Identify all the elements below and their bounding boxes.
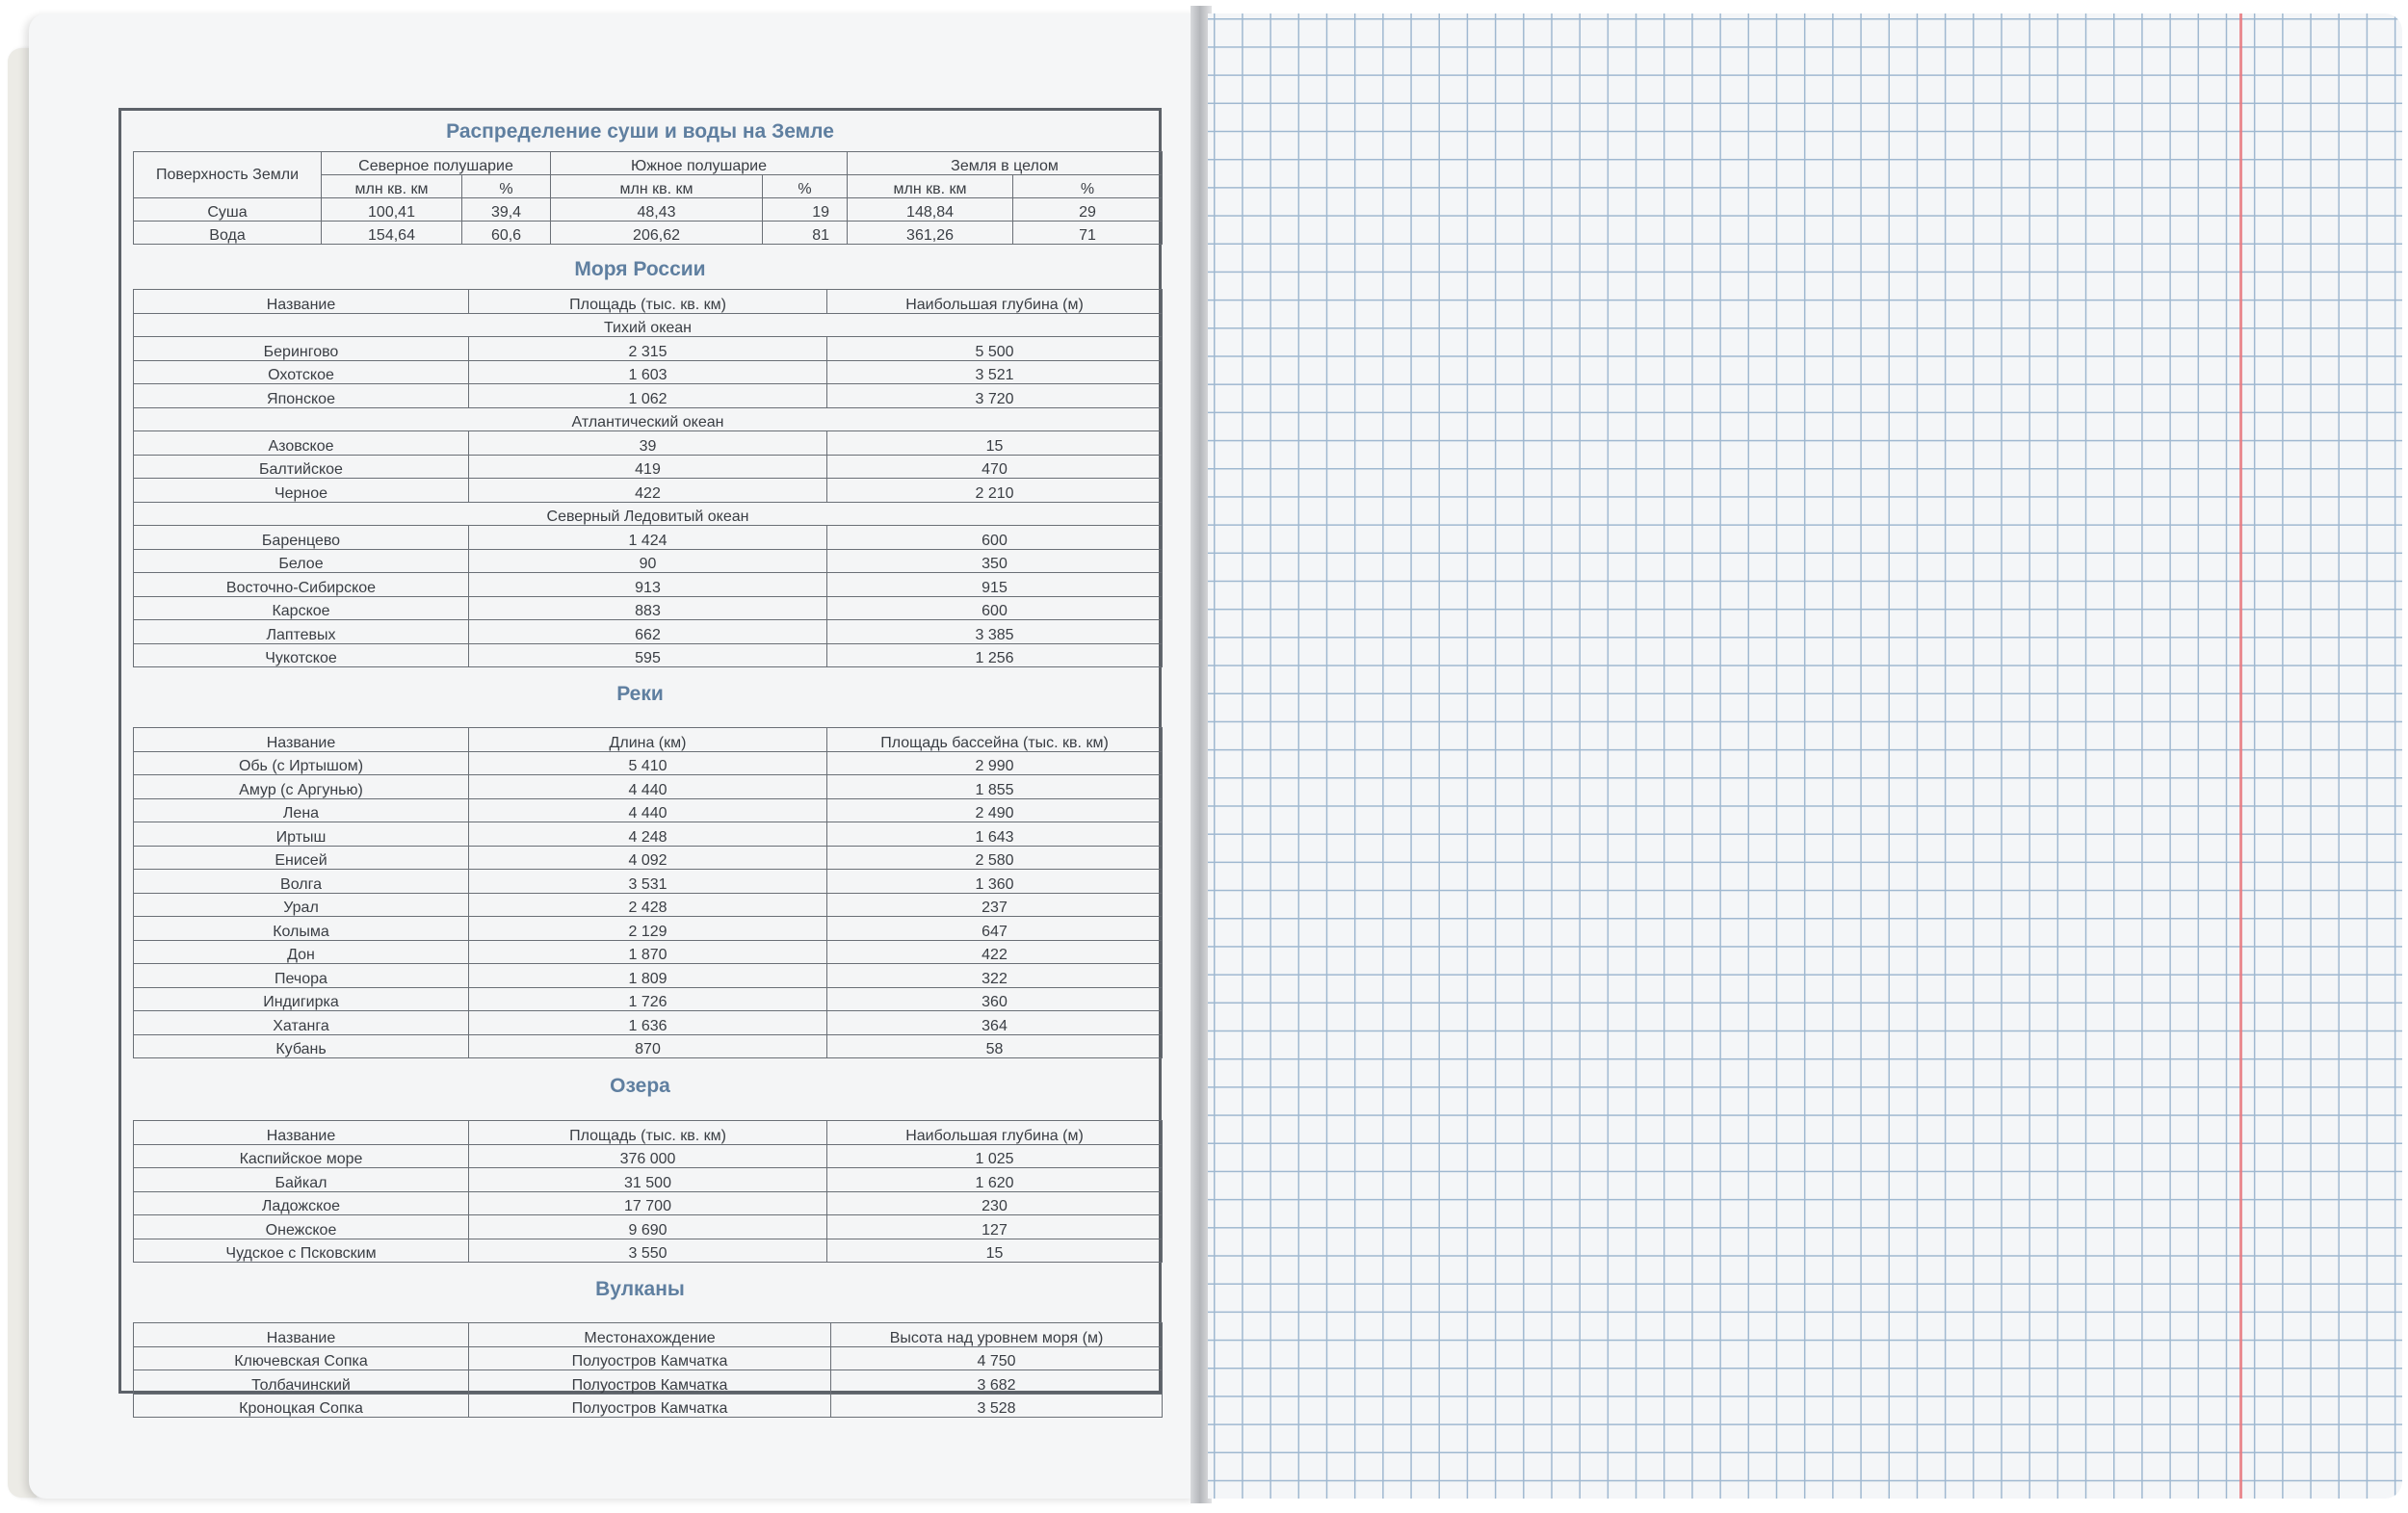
table-cell: 913 xyxy=(469,573,827,597)
unit-cell: % xyxy=(462,175,551,198)
table-cell: 90 xyxy=(469,549,827,573)
table-row xyxy=(134,987,1163,1011)
row-name: Карское xyxy=(134,596,469,620)
header-cell: Высота над уровнем моря (м) xyxy=(831,1323,1163,1347)
table-cell: 39,4 xyxy=(462,198,551,222)
header-cell: Площадь (тыс. кв. км) xyxy=(469,290,827,314)
table-row xyxy=(134,479,1163,503)
table-cell: 4 248 xyxy=(469,822,827,847)
row-name: Кубань xyxy=(134,1034,469,1058)
header-cell: Южное полушарие xyxy=(551,152,848,175)
table-cell: 5 410 xyxy=(469,751,827,775)
rivers-table xyxy=(133,727,1163,1058)
land-water-section xyxy=(133,113,1147,245)
table-row xyxy=(134,1144,1163,1168)
table-cell: 3 550 xyxy=(469,1239,827,1263)
table-cell: 1 809 xyxy=(469,964,827,988)
header-cell: Наибольшая глубина (м) xyxy=(827,1121,1163,1145)
table-header-row xyxy=(134,1121,1163,1145)
table-row xyxy=(134,222,1163,245)
table-row xyxy=(134,1346,1163,1370)
row-name: Печора xyxy=(134,964,469,988)
table-row xyxy=(134,1370,1163,1395)
header-cell: Название xyxy=(134,290,469,314)
row-name: Лаптевых xyxy=(134,620,469,644)
lakes-table xyxy=(133,1120,1163,1263)
table-cell: Полуостров Камчатка xyxy=(469,1346,831,1370)
table-cell: 17 700 xyxy=(469,1191,827,1215)
header-cell: Площадь бассейна (тыс. кв. км) xyxy=(827,728,1163,752)
table-header-row xyxy=(134,728,1163,752)
table-cell: 376 000 xyxy=(469,1144,827,1168)
table-cell: 350 xyxy=(827,549,1163,573)
table-cell: 3 528 xyxy=(831,1394,1163,1418)
section-title: Реки xyxy=(616,683,664,705)
table-cell: 1 726 xyxy=(469,987,827,1011)
table-cell: 81 xyxy=(763,222,848,245)
table-cell: 883 xyxy=(469,596,827,620)
table-cell: 127 xyxy=(827,1215,1163,1239)
table-cell: 2 315 xyxy=(469,337,827,361)
table-row xyxy=(134,1215,1163,1239)
table-cell: 3 682 xyxy=(831,1370,1163,1395)
table-cell: 2 490 xyxy=(827,798,1163,822)
section-title: Моря России xyxy=(574,258,706,280)
table-cell: 595 xyxy=(469,643,827,667)
table-cell: 1 424 xyxy=(469,526,827,550)
table-cell: 600 xyxy=(827,526,1163,550)
header-cell: Название xyxy=(134,1323,469,1347)
table-cell: 360 xyxy=(827,987,1163,1011)
table-row xyxy=(134,431,1163,456)
table-row xyxy=(134,1239,1163,1263)
table-row xyxy=(134,940,1163,964)
table-cell: 206,62 xyxy=(551,222,763,245)
table-header-row xyxy=(134,1323,1163,1347)
table-cell: 4 092 xyxy=(469,846,827,870)
table-cell: 100,41 xyxy=(322,198,462,222)
table-cell: 600 xyxy=(827,596,1163,620)
table-row xyxy=(134,643,1163,667)
table-cell: 31 500 xyxy=(469,1168,827,1192)
table-cell: 2 428 xyxy=(469,893,827,917)
header-cell: Площадь (тыс. кв. км) xyxy=(469,1121,827,1145)
row-name: Онежское xyxy=(134,1215,469,1239)
table-row xyxy=(134,870,1163,894)
table-row xyxy=(134,1191,1163,1215)
seas-table xyxy=(133,289,1163,667)
volcanoes-section xyxy=(133,1263,1147,1418)
row-name: Балтийское xyxy=(134,455,469,479)
table-row xyxy=(134,893,1163,917)
table-cell: 3 521 xyxy=(827,360,1163,384)
header-cell: Северное полушарие xyxy=(322,152,551,175)
ocean-group-label: Северный Ледовитый океан xyxy=(134,502,1163,526)
section-title: Озера xyxy=(610,1075,670,1097)
row-name: Амур (с Аргунью) xyxy=(134,775,469,799)
table-row xyxy=(134,775,1163,799)
table-cell: 154,64 xyxy=(322,222,462,245)
table-row xyxy=(134,1011,1163,1035)
table-cell: 1 620 xyxy=(827,1168,1163,1192)
header-cell: Длина (км) xyxy=(469,728,827,752)
row-name: Индигирка xyxy=(134,987,469,1011)
header-cell: Название xyxy=(134,1121,469,1145)
row-name: Иртыш xyxy=(134,822,469,847)
table-cell: 48,43 xyxy=(551,198,763,222)
table-cell: 4 750 xyxy=(831,1346,1163,1370)
row-name: Белое xyxy=(134,549,469,573)
table-row xyxy=(134,1034,1163,1058)
table-row xyxy=(134,596,1163,620)
table-cell: 915 xyxy=(827,573,1163,597)
table-cell: 364 xyxy=(827,1011,1163,1035)
row-name: Колыма xyxy=(134,917,469,941)
table-row xyxy=(134,384,1163,408)
ocean-group-label: Атлантический океан xyxy=(134,407,1163,431)
table-row xyxy=(134,526,1163,550)
table-cell: 15 xyxy=(827,1239,1163,1263)
header-cell: Наибольшая глубина (м) xyxy=(827,290,1163,314)
table-row xyxy=(134,360,1163,384)
table-row xyxy=(134,846,1163,870)
table-cell: 1 870 xyxy=(469,940,827,964)
table-cell: 361,26 xyxy=(848,222,1013,245)
row-name: Японское xyxy=(134,384,469,408)
row-name: Восточно-Сибирское xyxy=(134,573,469,597)
row-name: Суша xyxy=(134,198,322,222)
header-cell: Местонахождение xyxy=(469,1323,831,1347)
table-cell: 29 xyxy=(1013,198,1163,222)
table-cell: 3 531 xyxy=(469,870,827,894)
row-name: Толбачинский xyxy=(134,1370,469,1395)
table-cell: 4 440 xyxy=(469,798,827,822)
rivers-section xyxy=(133,667,1147,1058)
table-cell: 3 385 xyxy=(827,620,1163,644)
table-cell: 419 xyxy=(469,455,827,479)
row-name: Чукотское xyxy=(134,643,469,667)
row-name: Охотское xyxy=(134,360,469,384)
row-name: Байкал xyxy=(134,1168,469,1192)
row-name: Обь (с Иртышом) xyxy=(134,751,469,775)
table-cell: 422 xyxy=(827,940,1163,964)
table-row xyxy=(134,1394,1163,1418)
unit-cell: млн кв. км xyxy=(322,175,462,198)
row-name: Енисей xyxy=(134,846,469,870)
row-name: Урал xyxy=(134,893,469,917)
table-row xyxy=(134,964,1163,988)
table-cell: 2 129 xyxy=(469,917,827,941)
table-cell: 2 990 xyxy=(827,751,1163,775)
table-row xyxy=(134,337,1163,361)
table-cell: 647 xyxy=(827,917,1163,941)
header-cell: Название xyxy=(134,728,469,752)
header-cell: Земля в целом xyxy=(848,152,1163,175)
table-cell: 5 500 xyxy=(827,337,1163,361)
section-title: Вулканы xyxy=(595,1278,685,1300)
table-cell: 237 xyxy=(827,893,1163,917)
ocean-group-label: Тихий океан xyxy=(134,313,1163,337)
reference-frame xyxy=(118,108,1162,1417)
row-name: Дон xyxy=(134,940,469,964)
unit-cell: % xyxy=(1013,175,1163,198)
table-cell: 19 xyxy=(763,198,848,222)
unit-cell: млн кв. км xyxy=(848,175,1013,198)
table-row xyxy=(134,751,1163,775)
row-name: Черное xyxy=(134,479,469,503)
table-cell: 662 xyxy=(469,620,827,644)
table-cell: 148,84 xyxy=(848,198,1013,222)
margin-line xyxy=(2239,13,2242,1499)
table-cell: 1 603 xyxy=(469,360,827,384)
table-cell: 1 643 xyxy=(827,822,1163,847)
row-name: Вода xyxy=(134,222,322,245)
table-cell: 15 xyxy=(827,431,1163,456)
table-row xyxy=(134,620,1163,644)
row-name: Кроноцкая Сопка xyxy=(134,1394,469,1418)
row-name: Азовское xyxy=(134,431,469,456)
table-cell: Полуостров Камчатка xyxy=(469,1370,831,1395)
land-water-table xyxy=(133,151,1163,245)
row-name: Баренцево xyxy=(134,526,469,550)
table-cell: 2 580 xyxy=(827,846,1163,870)
table-row xyxy=(134,917,1163,941)
table-row xyxy=(134,198,1163,222)
table-cell: 2 210 xyxy=(827,479,1163,503)
table-cell: 9 690 xyxy=(469,1215,827,1239)
unit-cell: млн кв. км xyxy=(551,175,763,198)
row-name: Ладожское xyxy=(134,1191,469,1215)
header-cell: Поверхность Земли xyxy=(134,152,322,198)
unit-cell: % xyxy=(763,175,848,198)
table-cell: 470 xyxy=(827,455,1163,479)
table-cell: 60,6 xyxy=(462,222,551,245)
table-cell: 3 720 xyxy=(827,384,1163,408)
section-title: Распределение суши и воды на Земле xyxy=(446,120,834,143)
table-cell: 1 360 xyxy=(827,870,1163,894)
table-row xyxy=(134,1168,1163,1192)
table-row xyxy=(134,798,1163,822)
table-cell: 422 xyxy=(469,479,827,503)
table-cell: 1 256 xyxy=(827,643,1163,667)
grid-page xyxy=(1208,13,2402,1499)
table-header-row xyxy=(134,290,1163,314)
table-cell: 230 xyxy=(827,1191,1163,1215)
row-name: Лена xyxy=(134,798,469,822)
seas-section xyxy=(133,245,1147,667)
volcanoes-table xyxy=(133,1322,1163,1418)
table-row xyxy=(134,455,1163,479)
row-name: Берингово xyxy=(134,337,469,361)
row-name: Чудское с Псковским xyxy=(134,1239,469,1263)
table-cell: 39 xyxy=(469,431,827,456)
table-cell: 1 636 xyxy=(469,1011,827,1035)
table-cell: 322 xyxy=(827,964,1163,988)
table-cell: Полуостров Камчатка xyxy=(469,1394,831,1418)
table-cell: 870 xyxy=(469,1034,827,1058)
table-row xyxy=(134,822,1163,847)
row-name: Хатанга xyxy=(134,1011,469,1035)
row-name: Каспийское море xyxy=(134,1144,469,1168)
row-name: Волга xyxy=(134,870,469,894)
table-cell: 1 025 xyxy=(827,1144,1163,1168)
table-cell: 71 xyxy=(1013,222,1163,245)
table-row xyxy=(134,573,1163,597)
table-cell: 4 440 xyxy=(469,775,827,799)
table-row xyxy=(134,549,1163,573)
lakes-section xyxy=(133,1058,1147,1263)
table-cell: 58 xyxy=(827,1034,1163,1058)
table-cell: 1 062 xyxy=(469,384,827,408)
row-name: Ключевская Сопка xyxy=(134,1346,469,1370)
table-cell: 1 855 xyxy=(827,775,1163,799)
